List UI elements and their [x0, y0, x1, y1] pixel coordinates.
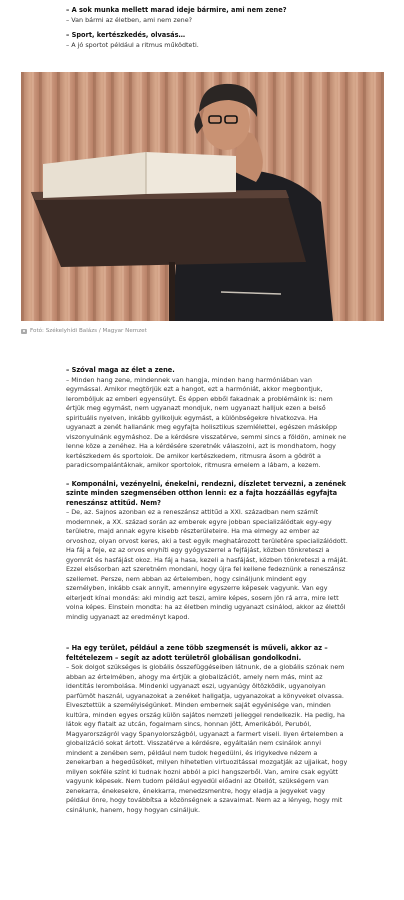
caption-text: Fotó: Székelyhídi Balázs / Magyar Nemzet — [30, 328, 147, 334]
question-text: – Komponálni, vezényelni, énekelni, rendezni, díszletet tervezni, a zenének szinte minden szegmensében otthon lenni: ez a fajta hozzáállás egyfajta reneszánsz attitűd. Nem? — [66, 479, 347, 507]
camera-icon — [21, 329, 27, 334]
question-text: – Sport, kertészkedés, olvasás… — [66, 31, 186, 39]
top-qa-section — [66, 6, 348, 56]
conductor-photo-illustration — [21, 72, 384, 321]
answer-text: – Minden hang zene, mindennek van hangja, minden hang harmóniában van egymással. Amikor megtörjük ezt a hangot, ezt a harmóniát, akkor megbontjuk, lerombóljuk az emberi egyensúlyt. És éppen ebből fakadnak a problémáink is: nem értjük meg egymást, nem ugyanazt mondjuk, nem ugyanazt halljuk ezen a belső spirituális nyelven, inkább gyilkoljuk egymást, a különbségekre hivatkozva. Ha ugyanazt a zenét hallanánk meg egyfajta holisztikus szemlélettel, egészen másképp viszonyulnánk egymáshoz. De a kérdésre visszatérve, semmi sincs a földön, aminek ne lenne köze a zenéhez. Ha a kérdésére szeretnék válaszolni, azt is mondhatom, hogy kertészkedem és sportolok. De amikor kertészkedem, ritmusra ásom a gödröt a paradicsompalántáknak, amikor sportolok, ritmusra emelem a lábam, a kezem. — [66, 375, 347, 469]
qa-block — [66, 480, 348, 623]
answer-text: – Van bármi az életben, ami nem zene? — [66, 15, 193, 24]
body-qa-section — [66, 366, 348, 821]
qa-block — [66, 366, 348, 471]
qa-block — [66, 644, 348, 815]
answer-text: – De, az. Sajnos azonban ez a reneszánsz attitűd a XXI. században nem számít modernnek, a XX. század során az emberek egyre jobban specializálódtak egy-egy területre, majd annak egyre kisebb részterületeire. Ha ma elmegy az ember az orvoshoz, olyan orvost keres, aki a test egyik meghatározott területére specializálódott. Ha fáj a feje, ez az orvos enyhíti egy gyógyszerrel a fejfájást, közben tönkreteszi a gyomrát és hasfájást okoz. Ha fáj a hasa, kezeli a hasfájást, közben tönkreteszi a máját. Ezzel elsősorban azt szeretném mondani, hogy újra fel kellene fedeznünk a reneszánsz szellemet. Persze, nem abban az értelemben, hogy csináljunk mindent egy személyben, inkább csak annyit, amennyire egyszerre képesek vagyunk. Van egy elterjedt kínai mondás: aki mindig azt teszi, amire képes, sosem jön rá arra, mire lett volna képes. Einstein mondta: ha az életben mindig ugyanazt csinálod, akkor az élettől mindig ugyanazt az eredményt kapod. — [66, 508, 348, 621]
answer-text: – Sok dolgot szükséges is globális összefüggéseiben látnunk, de a globális szónak nem abban az értelmében, ahogy ma értjük a globalizációt, amely nem más, mint az identitás lerombolása. Mindenki ugyanazt eszi, ugyanúgy öltözködik, ugyanolyan parfümöt használ, ugyanazokat a zenéket hallgatja, ugyanazokat a könyveket olvassa. Elvesztettük a személyiségünket. Minden embernek saját egyénisége van, minden kultúra, minden egyes ország külön sajátos nemzeti jelleggel rendelkezik. Ha pedig, ha látok egy fiatalt az utcán, fogalmam sincs, honnan jött, Amerikából, Peruból, Magyarországról vagy Spanyolországból, ugyanazt a farmert viseli. Ilyen értelemben a globalizáció sokat ártott. Visszatérve a kérdésre, egyáltalán nem csinálok annyi mindent a zenében sem, például nem tudok hegedülni, és irigykedve nézem a zenekarban a hegedűsöket, milyen hihetetlen virtuozitással mozgatják az ujjaikat, hogy milyen sokféle színt ki tudnak hozni abból a pici hangszerből. Van, amire csak együtt vagyunk képesek. Nem tudom például egyedül előadni az Otellót, szükségem van zenekarra, énekesekre, énekkarra, menedzsmentre, hogy eladja a jegyeket vagy például önre, hogy továbbítsa a közönségnek a szavaimat. Nem az a lényeg, hogy mit csinálunk, hanem, hogy hogyan csináljuk. — [66, 663, 348, 814]
photo-caption — [21, 326, 147, 336]
question-text: – Ha egy terület, például a zene több szegmensét is műveli, akkor az – feltételezem – segít az adott területről globálisan gondolkodni. — [66, 644, 328, 662]
answer-text: – A jó sportot például a ritmus működteti. — [66, 40, 199, 49]
qa-block — [66, 31, 348, 50]
question-text: – Szóval maga az élet a zene. — [66, 366, 175, 374]
article-photo — [21, 72, 384, 321]
question-text: – A sok munka mellett marad ideje bármire, ami nem zene? — [66, 6, 287, 14]
qa-block — [66, 6, 348, 25]
